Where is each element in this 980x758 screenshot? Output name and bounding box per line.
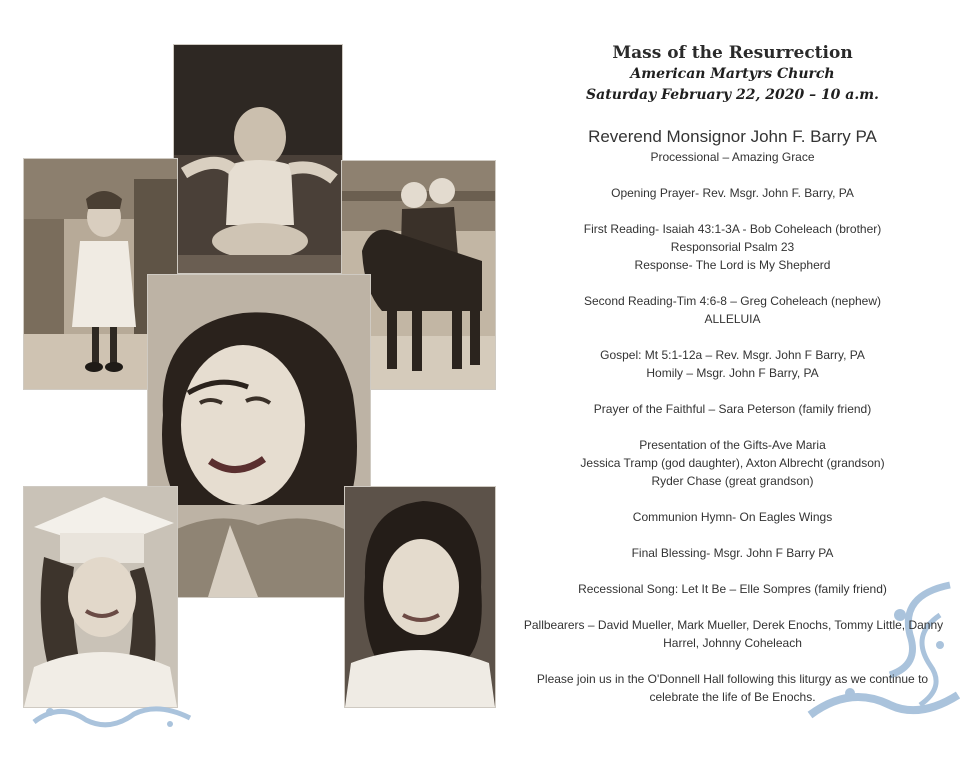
baby-photo	[173, 44, 343, 274]
first-reading: First Reading- Isaiah 43:1-3A - Bob Coheleach (brother)	[583, 222, 882, 236]
homily: Homily – Msgr. John F Barry, PA	[646, 366, 819, 380]
woman-portrait-photo	[147, 274, 371, 598]
church-name: American Martyrs Church	[630, 66, 835, 82]
celebrant-name: Reverend Monsignor John F. Barry PA	[588, 127, 877, 146]
final-blessing: Final Blessing- Msgr. John F Barry PA	[631, 546, 834, 560]
closing-invitation-line-1: Please join us in the O'Donnell Hall following this liturgy as we continue to	[536, 672, 929, 686]
decorative-swirl-left	[30, 702, 200, 730]
second-reading: Second Reading-Tim 4:6-8 – Greg Coheleach (nephew)	[583, 294, 882, 308]
processional: Processional – Amazing Grace	[650, 150, 815, 164]
communion-hymn: Communion Hymn- On Eagles Wings	[632, 510, 833, 524]
alleluia: ALLELUIA	[704, 312, 761, 326]
young-girl-photo	[344, 486, 496, 708]
closing-invitation-line-2: celebrate the life of Be Enochs.	[649, 690, 816, 704]
presentation-of-gifts: Presentation of the Gifts-Ave Maria	[639, 438, 826, 452]
gospel: Gospel: Mt 5:1-12a – Rev. Msgr. John F Barry, PA	[600, 348, 865, 362]
service-date: Saturday February 22, 2020 – 10 a.m.	[586, 87, 879, 103]
prayer-of-the-faithful: Prayer of the Faithful – Sara Peterson (family friend)	[593, 402, 872, 416]
pallbearers-line-2: Harrel, Johnny Coheleach	[663, 636, 802, 650]
gift-presenters-line-1: Jessica Tramp (god daughter), Axton Albrecht (grandson)	[580, 456, 885, 470]
psalm-response: Response- The Lord is My Shepherd	[634, 258, 831, 272]
responsorial-psalm: Responsorial Psalm 23	[670, 240, 795, 254]
recessional-song: Recessional Song: Let It Be – Elle Sompres (family friend)	[578, 582, 887, 596]
order-of-service	[505, 42, 960, 706]
graduation-photo	[23, 486, 178, 708]
program-title: Mass of the Resurrection	[612, 43, 853, 63]
pallbearers-line-1: Pallbearers – David Mueller, Mark Mueller, Derek Enochs, Tommy Little, Danny	[523, 618, 944, 632]
opening-prayer: Opening Prayer- Rev. Msgr. John F. Barry, PA	[611, 186, 854, 200]
gift-presenters-line-2: Ryder Chase (great grandson)	[651, 474, 814, 488]
